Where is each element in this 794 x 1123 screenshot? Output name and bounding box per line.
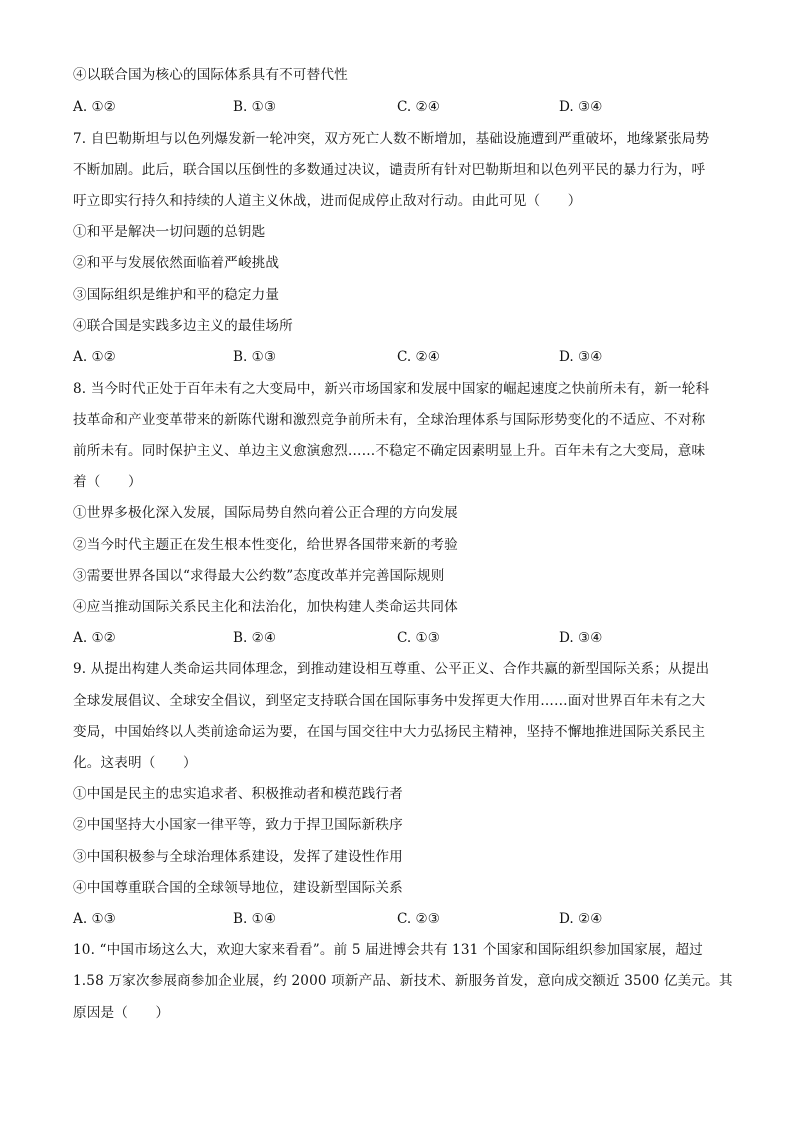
q9-stem-line-2: 全球发展倡议、全球安全倡议，到坚定支持联合国在国际事务中发挥更大作用……面对世界百年未有之大 [73, 693, 706, 709]
q8-option-3: ③需要世界各国以“求得最大公约数”态度改革并完善国际规则 [73, 568, 445, 584]
q6-choice-a: A. ①② [73, 99, 116, 115]
q7-option-1: ①和平是解决一切问题的总钥匙 [73, 224, 266, 240]
q8-stem-line-4: 着（ ） [73, 474, 142, 490]
q8-choice-a: A. ①② [73, 630, 116, 646]
q8-choice-c: C. ①③ [397, 630, 440, 646]
q9-option-4: ④中国尊重联合国的全球领导地位，建设新型国际关系 [73, 880, 403, 896]
q7-stem-line-3: 吁立即实行持久和持续的人道主义休战，进而促成停止敌对行动。由此可见（ ） [73, 193, 582, 209]
q7-choices [73, 348, 723, 366]
q9-option-2: ②中国坚持大小国家一律平等，致力于捍卫国际新秩序 [73, 817, 403, 833]
q9-stem-line-4: 化。这表明（ ） [73, 755, 197, 771]
q6-choices [73, 98, 723, 116]
q9-choice-b: B. ①④ [233, 911, 277, 927]
q9-choice-a: A. ①③ [73, 911, 116, 927]
q9-option-1: ①中国是民主的忠实追求者、积极推动者和模范践行者 [73, 786, 403, 802]
q10-stem-line-3: 原因是（ ） [73, 1005, 170, 1021]
q7-choice-a: A. ①② [73, 349, 116, 365]
q9-stem-line-3: 变局，中国始终以人类前途命运为要，在国与国交往中大力弘扬民主精神，坚持不懈地推进国际关系民主 [73, 724, 706, 740]
q8-option-4: ④应当推动国际关系民主化和法治化，加快构建人类命运共同体 [73, 599, 458, 615]
q6-choice-c: C. ②④ [397, 99, 440, 115]
q9-option-3: ③中国积极参与全球治理体系建设，发挥了建设性作用 [73, 849, 403, 865]
q10-stem-line-2: 1.58 万家次参展商参加企业展，约 2000 项新产品、新技术、新服务首发，意向成交额近 3500 亿美元。其 [73, 973, 733, 989]
q7-option-2: ②和平与发展依然面临着严峻挑战 [73, 255, 280, 271]
q8-stem-line-3: 前所未有。同时保护主义、单边主义愈演愈烈……不稳定不确定因素明显上升。百年未有之大变局，意味 [73, 443, 706, 459]
q9-choice-c: C. ②③ [397, 911, 440, 927]
q9-choices [73, 910, 723, 928]
q7-option-4: ④联合国是实践多边主义的最佳场所 [73, 318, 293, 334]
q7-choice-d: D. ③④ [559, 349, 603, 365]
q8-stem-line-1: 8. 当今时代正处于百年未有之大变局中，新兴市场国家和发展中国家的崛起速度之快前所未有，新一轮科 [73, 381, 710, 397]
q8-choice-d: D. ③④ [559, 630, 603, 646]
q8-stem-line-2: 技革命和产业变革带来的新陈代谢和激烈竞争前所未有，全球治理体系与国际形势变化的不适应、不对称 [73, 412, 706, 428]
q7-stem-line-2: 不断加剧。此后，联合国以压倒性的多数通过决议，谴责所有针对巴勒斯坦和以色列平民的暴力行为，呼 [73, 162, 706, 178]
q10-stem-line-1: 10. “中国市场这么大，欢迎大家来看看”。前 5 届进博会共有 131 个国家和国际组织参加国家展，超过 [73, 942, 703, 958]
q8-choice-b: B. ②④ [233, 630, 277, 646]
q6-choice-d: D. ③④ [559, 99, 603, 115]
q6-option-4: ④以联合国为核心的国际体系具有不可替代性 [73, 67, 348, 83]
q9-choice-d: D. ②④ [559, 911, 603, 927]
q8-choices [73, 629, 723, 647]
q7-option-3: ③国际组织是维护和平的稳定力量 [73, 287, 280, 303]
q7-stem-line-1: 7. 自巴勒斯坦与以色列爆发新一轮冲突，双方死亡人数不断增加，基础设施遭到严重破坏，地缘紧张局势 [73, 131, 710, 147]
q9-stem-line-1: 9. 从提出构建人类命运共同体理念，到推动建设相互尊重、公平正义、合作共赢的新型国际关系；从提出 [73, 661, 710, 677]
q7-choice-c: C. ②④ [397, 349, 440, 365]
q8-option-1: ①世界多极化深入发展，国际局势自然向着公正合理的方向发展 [73, 505, 458, 521]
q6-choice-b: B. ①③ [233, 99, 277, 115]
q8-option-2: ②当今时代主题正在发生根本性变化，给世界各国带来新的考验 [73, 537, 458, 553]
q7-choice-b: B. ①③ [233, 349, 277, 365]
